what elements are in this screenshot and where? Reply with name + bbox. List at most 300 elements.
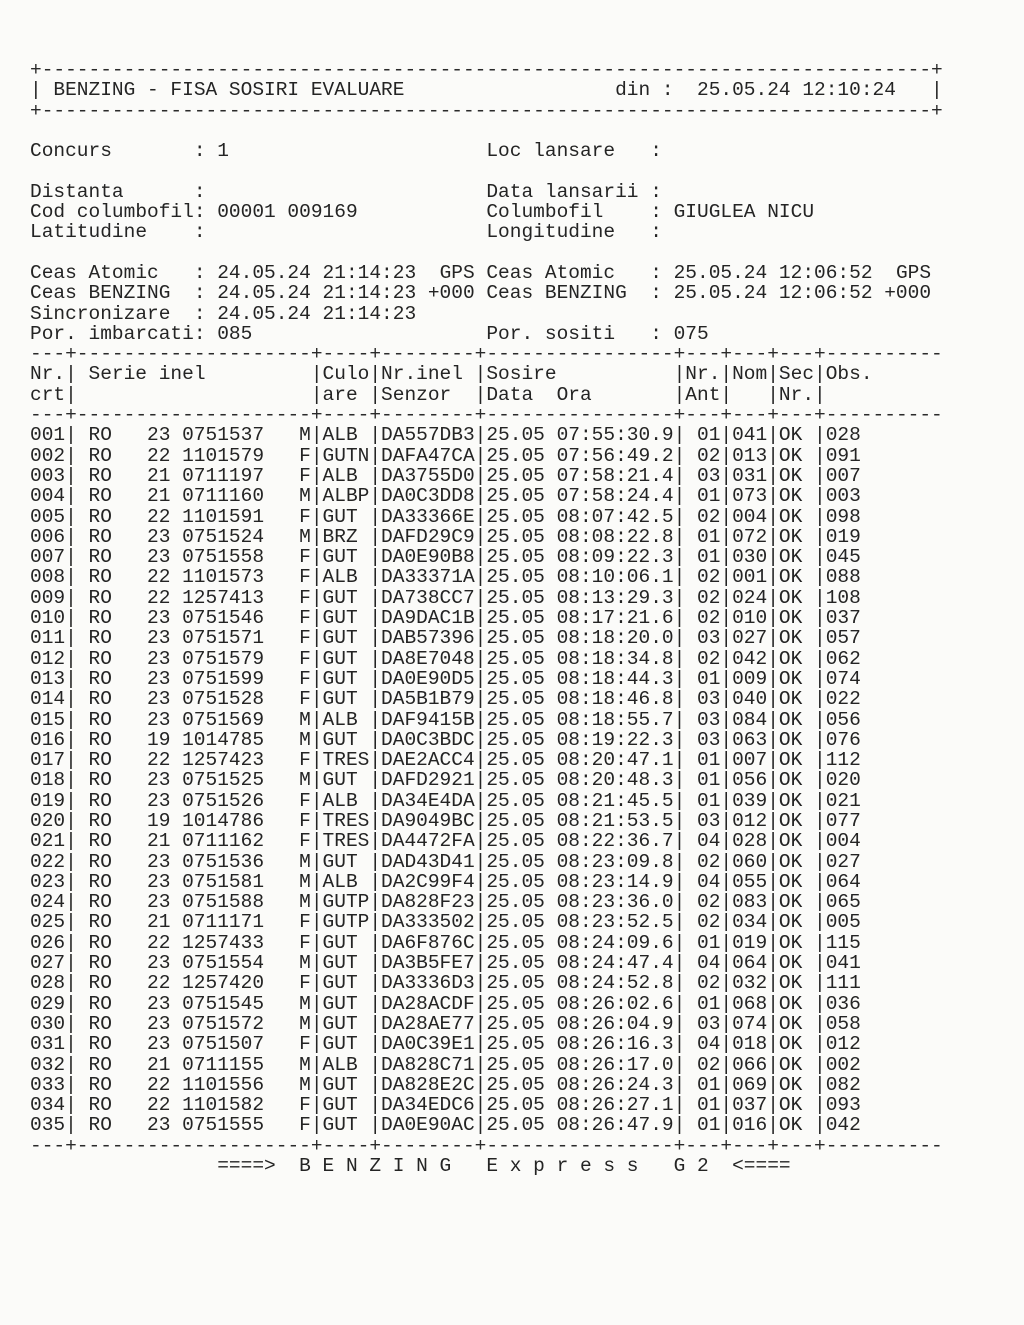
cell-arrival-time: 08:26:24.3 — [556, 1073, 674, 1096]
cell-sex: F — [299, 647, 311, 670]
column-pipe: | — [814, 769, 826, 792]
cell-country: RO — [88, 464, 112, 487]
column-pipe: | — [474, 952, 487, 975]
cell-sec: OK — [778, 1073, 803, 1096]
cell-antenna: 03 — [697, 809, 721, 832]
cell-arrival-date: 25.05 — [486, 830, 545, 853]
column-pipe: | — [814, 1094, 826, 1117]
cell-color: GUT — [322, 607, 358, 630]
column-pipe: | — [814, 931, 826, 954]
cell-obs: 028 — [825, 424, 861, 447]
cell-sex: F — [299, 627, 311, 650]
column-pipe: | — [369, 1012, 382, 1035]
col-header-sec: Sec — [778, 363, 815, 386]
cell-year: 23 — [147, 424, 171, 447]
column-pipe: | — [673, 688, 686, 711]
cell-color: TRES — [322, 830, 370, 853]
cell-arrival-date: 25.05 — [486, 789, 545, 812]
column-pipe: | — [369, 688, 382, 711]
column-pipe: | — [767, 363, 779, 386]
blank-line — [30, 243, 970, 263]
cell-color: ALB — [322, 1053, 358, 1076]
cell-color: GUT — [322, 952, 358, 975]
cell-sensor: DA3336D3 — [381, 972, 475, 995]
column-pipe: | — [673, 464, 686, 487]
cell-ring: 0751558 — [182, 546, 265, 569]
cell-sex: F — [299, 931, 311, 954]
cell-ring: 1257413 — [182, 586, 265, 609]
column-pipe: | — [310, 424, 323, 447]
table-row — [30, 649, 970, 669]
cell-sec: OK — [778, 809, 803, 832]
cell-ring: 0751555 — [182, 1114, 265, 1137]
cell-ring: 0751536 — [182, 850, 265, 873]
cell-arrival-date: 25.05 — [486, 485, 545, 508]
column-pipe: | — [310, 1073, 323, 1096]
column-pipe: | — [673, 1012, 686, 1035]
border-line: +----------------------------------------------------------------------------+ — [30, 99, 943, 122]
cell-arrival-date: 25.05 — [486, 972, 545, 995]
cell-obs: 093 — [825, 1094, 861, 1117]
cell-nom: 004 — [732, 505, 768, 528]
table-row — [30, 811, 970, 831]
cell-antenna: 03 — [697, 728, 721, 751]
cell-nr-crt: 023 — [30, 870, 66, 893]
cell-nom: 031 — [732, 464, 768, 487]
cell-sensor: DA2C99F4 — [381, 870, 475, 893]
cell-year: 23 — [147, 667, 171, 690]
cell-nom: 041 — [732, 424, 768, 447]
table-separator-bottom — [30, 1136, 970, 1156]
cell-arrival-time: 08:20:47.1 — [556, 749, 674, 772]
cell-ring: 0751507 — [182, 1033, 265, 1056]
cell-arrival-date: 25.05 — [486, 627, 545, 650]
column-pipe: | — [673, 911, 686, 934]
cell-arrival-date: 25.05 — [486, 1033, 545, 1056]
cell-year: 23 — [147, 952, 171, 975]
cell-obs: 036 — [825, 992, 861, 1015]
column-pipe: | — [369, 1114, 382, 1137]
cell-arrival-time: 08:17:21.6 — [556, 607, 674, 630]
cell-arrival-date: 25.05 — [486, 586, 545, 609]
column-pipe: | — [767, 891, 779, 914]
cell-nom: 068 — [732, 992, 768, 1015]
column-pipe: | — [310, 505, 323, 528]
info-line-ceas-atomic — [30, 263, 970, 283]
distanta-label: Distanta — [30, 180, 124, 203]
cell-color: ALB — [322, 870, 358, 893]
column-pipe: | — [720, 708, 733, 731]
col-header-culoare: Culo — [322, 363, 370, 386]
column-pipe: | — [310, 1094, 323, 1117]
ceas-atomic-left-value: 24.05.24 21:14:23 — [217, 261, 417, 284]
table-row — [30, 730, 970, 750]
column-pipe: | — [814, 647, 826, 670]
cell-nom: 018 — [732, 1033, 768, 1056]
column-pipe: | — [369, 1094, 382, 1117]
column-pipe: | — [814, 667, 826, 690]
column-pipe: | — [474, 992, 487, 1015]
column-pipe: | — [673, 1114, 686, 1137]
cell-antenna: 04 — [697, 830, 721, 853]
cell-arrival-time: 08:23:14.9 — [556, 870, 674, 893]
cell-sec: OK — [778, 566, 803, 589]
cell-year: 22 — [147, 444, 171, 467]
column-pipe: | — [720, 525, 733, 548]
column-pipe: | — [767, 708, 779, 731]
cell-sensor: DA828E2C — [381, 1073, 475, 1096]
cell-nr-crt: 026 — [30, 931, 66, 954]
cell-ring: 1014785 — [182, 728, 265, 751]
table-row — [30, 994, 970, 1014]
column-pipe: | — [720, 566, 733, 589]
column-pipe: | — [474, 1012, 487, 1035]
column-pipe: | — [673, 789, 686, 812]
latitudine-label: Latitudine — [30, 221, 148, 244]
cell-obs: 088 — [825, 566, 861, 589]
cell-sensor: DA8E7048 — [381, 647, 475, 670]
cell-sec: OK — [778, 586, 803, 609]
column-pipe: | — [474, 464, 487, 487]
offset-tag: +000 — [427, 282, 475, 305]
cell-sex: F — [299, 911, 311, 934]
cell-nom: 069 — [732, 1073, 768, 1096]
cell-sex: F — [299, 972, 311, 995]
concurs-label: Concurs — [30, 140, 112, 163]
cell-arrival-date: 25.05 — [486, 688, 545, 711]
benzing-arrival-report — [30, 60, 970, 1176]
cell-sec: OK — [778, 627, 803, 650]
cell-sensor: DA0E90AC — [381, 1114, 475, 1137]
column-pipe: | — [310, 830, 323, 853]
cell-sensor: DA557DB3 — [381, 424, 475, 447]
cod-columbofil-label: Cod columbofil — [30, 201, 194, 224]
cell-obs: 112 — [825, 749, 861, 772]
column-pipe: | — [65, 870, 77, 893]
column-pipe: | — [673, 749, 686, 772]
column-pipe: | — [65, 952, 77, 975]
cell-year: 23 — [147, 870, 171, 893]
column-pipe: | — [814, 464, 826, 487]
cell-ring: 0751572 — [182, 1012, 265, 1035]
table-body — [30, 425, 970, 1135]
cell-obs: 057 — [825, 627, 861, 650]
col-header-ant: Ant — [685, 383, 721, 406]
info-line-concurs — [30, 141, 970, 161]
table-header-row-1 — [30, 364, 970, 384]
concurs-value: 1 — [217, 140, 229, 163]
column-pipe: | — [814, 708, 826, 731]
column-pipe: | — [767, 830, 779, 853]
column-pipe: | — [474, 769, 487, 792]
cell-color: GUT — [322, 647, 358, 670]
column-pipe: | — [814, 1012, 826, 1035]
cell-sensor: DA828F23 — [381, 891, 475, 914]
cell-nom: 073 — [732, 485, 768, 508]
cell-year: 23 — [147, 850, 171, 873]
cell-nr-crt: 017 — [30, 749, 66, 772]
report-title: BENZING - FISA SOSIRI EVALUARE — [53, 79, 405, 102]
info-line-porumbei — [30, 324, 970, 344]
cell-obs: 098 — [825, 505, 861, 528]
cell-color: GUT — [322, 1073, 358, 1096]
column-pipe: | — [814, 627, 826, 650]
cell-arrival-time: 08:18:44.3 — [556, 667, 674, 690]
cell-nom: 032 — [732, 972, 768, 995]
cell-nr-crt: 015 — [30, 708, 66, 731]
colon: : — [193, 261, 206, 284]
column-pipe: | — [369, 444, 382, 467]
cell-sec: OK — [778, 667, 803, 690]
cell-nom: 012 — [732, 809, 768, 832]
cell-year: 23 — [147, 769, 171, 792]
cell-sex: F — [299, 464, 311, 487]
column-pipe: | — [720, 607, 733, 630]
cell-obs: 019 — [825, 525, 861, 548]
cell-arrival-time: 08:18:20.0 — [556, 627, 674, 650]
table-row — [30, 1115, 970, 1135]
cell-antenna: 01 — [697, 1094, 721, 1117]
cell-sensor: DA6F876C — [381, 931, 475, 954]
table-row — [30, 446, 970, 466]
column-pipe: | — [474, 383, 487, 406]
cell-antenna: 02 — [697, 647, 721, 670]
column-pipe: | — [474, 830, 487, 853]
cell-color: GUT — [322, 688, 358, 711]
cell-year: 22 — [147, 931, 171, 954]
column-pipe: | — [673, 992, 686, 1015]
column-pipe: | — [474, 931, 487, 954]
cell-obs: 115 — [825, 931, 861, 954]
column-pipe: | — [65, 1114, 77, 1137]
column-pipe: | — [474, 424, 487, 447]
column-pipe: | — [310, 728, 323, 751]
cell-obs: 076 — [825, 728, 861, 751]
cell-nom: 055 — [732, 870, 768, 893]
cell-color: ALB — [322, 566, 358, 589]
printed-datetime: 25.05.24 12:10:24 — [697, 79, 896, 102]
cell-sec: OK — [778, 830, 803, 853]
column-pipe: | — [767, 850, 779, 873]
column-pipe: | — [720, 444, 733, 467]
cell-sec: OK — [778, 1012, 803, 1035]
data-lansarii-label: Data lansarii — [486, 180, 639, 203]
column-pipe: | — [474, 809, 487, 832]
colon: : — [650, 221, 662, 244]
table-row — [30, 750, 970, 770]
column-pipe: | — [65, 607, 77, 630]
cell-sec: OK — [778, 850, 803, 873]
column-pipe: | — [65, 809, 77, 832]
cell-nr-crt: 022 — [30, 850, 66, 873]
cell-sex: M — [299, 485, 311, 508]
column-pipe: | — [767, 688, 779, 711]
cell-ring: 0751546 — [182, 607, 265, 630]
cell-country: RO — [88, 870, 112, 893]
column-pipe: | — [310, 809, 323, 832]
column-pipe: | — [814, 972, 826, 995]
column-pipe: | — [720, 586, 733, 609]
cell-sec: OK — [778, 708, 803, 731]
column-pipe: | — [673, 444, 686, 467]
table-row — [30, 669, 970, 689]
cell-sex: F — [299, 667, 311, 690]
table-row — [30, 486, 970, 506]
cell-nr-crt: 001 — [30, 424, 66, 447]
cell-ring: 1101573 — [182, 566, 265, 589]
ceas-atomic-right-value: 25.05.24 12:06:52 — [673, 261, 873, 284]
cell-nom: 009 — [732, 667, 768, 690]
table-row — [30, 527, 970, 547]
column-pipe: | — [720, 505, 733, 528]
column-pipe: | — [369, 667, 382, 690]
column-pipe: | — [310, 647, 323, 670]
column-pipe: | — [720, 688, 733, 711]
cell-arrival-date: 25.05 — [486, 505, 545, 528]
cell-color: GUTN — [322, 444, 370, 467]
cell-antenna: 01 — [697, 769, 721, 792]
cell-antenna: 02 — [697, 444, 721, 467]
cell-country: RO — [88, 667, 112, 690]
cell-antenna: 02 — [697, 505, 721, 528]
cell-country: RO — [88, 769, 112, 792]
cell-antenna: 03 — [697, 708, 721, 731]
column-pipe: | — [369, 708, 382, 731]
cell-ring: 1257433 — [182, 931, 265, 954]
column-pipe: | — [767, 972, 779, 995]
cell-obs: 004 — [825, 830, 861, 853]
cell-year: 23 — [147, 688, 171, 711]
colon: : — [650, 261, 662, 284]
cell-sensor: DAF9415B — [381, 708, 475, 731]
cell-arrival-time: 08:20:48.3 — [556, 769, 674, 792]
cell-arrival-time: 08:26:16.3 — [556, 1033, 674, 1056]
column-pipe: | — [310, 607, 323, 630]
cell-year: 23 — [147, 1012, 171, 1035]
cell-sec: OK — [778, 931, 803, 954]
column-pipe: | — [65, 931, 77, 954]
table-row — [30, 831, 970, 851]
col-header-nr-ant: Nr. — [685, 363, 721, 386]
cell-color: GUT — [322, 972, 358, 995]
cell-color: GUT — [322, 769, 358, 792]
column-pipe: | — [720, 870, 733, 893]
cell-antenna: 01 — [697, 424, 721, 447]
gps-tag: GPS — [439, 261, 475, 284]
column-pipe: | — [720, 667, 733, 690]
cell-nr-crt: 024 — [30, 891, 66, 914]
column-pipe: | — [369, 809, 382, 832]
cell-arrival-time: 08:18:55.7 — [556, 708, 674, 731]
cell-sec: OK — [778, 485, 803, 508]
cell-arrival-time: 08:19:22.3 — [556, 728, 674, 751]
cell-nr-crt: 029 — [30, 992, 66, 1015]
column-pipe: | — [474, 525, 487, 548]
info-line-sincronizare — [30, 304, 970, 324]
column-pipe: | — [814, 383, 826, 406]
column-pipe: | — [673, 708, 686, 731]
column-pipe: | — [310, 911, 323, 934]
column-pipe: | — [65, 891, 77, 914]
column-pipe: | — [720, 1114, 733, 1137]
column-pipe: | — [767, 383, 779, 406]
cell-country: RO — [88, 992, 112, 1015]
column-pipe: | — [310, 850, 323, 873]
header-box-title-line — [30, 80, 970, 100]
column-pipe: | — [369, 952, 382, 975]
cell-year: 22 — [147, 566, 171, 589]
column-pipe: | — [767, 525, 779, 548]
cell-ring: 0711155 — [182, 1053, 265, 1076]
column-pipe: | — [673, 1073, 686, 1096]
cell-sensor: DA34E4DA — [381, 789, 475, 812]
cell-ring: 0751545 — [182, 992, 265, 1015]
column-pipe: | — [814, 992, 826, 1015]
table-row — [30, 1075, 970, 1095]
blank-line — [30, 121, 970, 141]
column-pipe: | — [720, 1012, 733, 1035]
cell-arrival-date: 25.05 — [486, 444, 545, 467]
offset-tag: +000 — [884, 282, 932, 305]
cell-arrival-date: 25.05 — [486, 931, 545, 954]
cell-nr-crt: 019 — [30, 789, 66, 812]
column-pipe: | — [65, 728, 77, 751]
cell-sex: F — [299, 505, 311, 528]
cell-obs: 042 — [825, 1114, 861, 1137]
cell-obs: 037 — [825, 607, 861, 630]
cell-arrival-date: 25.05 — [486, 424, 545, 447]
column-pipe: | — [814, 728, 826, 751]
cell-nom: 060 — [732, 850, 768, 873]
column-pipe: | — [474, 627, 487, 650]
cell-nr-crt: 033 — [30, 1073, 66, 1096]
column-pipe: | — [814, 870, 826, 893]
cell-sensor: DAFD2921 — [381, 769, 475, 792]
cell-ring: 0751571 — [182, 627, 265, 650]
column-pipe: | — [474, 647, 487, 670]
column-pipe: | — [720, 830, 733, 853]
cell-arrival-date: 25.05 — [486, 850, 545, 873]
cell-sensor: DA4472FA — [381, 830, 475, 853]
cell-antenna: 03 — [697, 688, 721, 711]
col-header-sec-nr: Nr. — [778, 383, 815, 406]
cell-color: ALB — [322, 424, 358, 447]
cell-year: 23 — [147, 1033, 171, 1056]
column-pipe: | — [767, 566, 779, 589]
cell-sec: OK — [778, 789, 803, 812]
cell-year: 23 — [147, 607, 171, 630]
cell-sex: M — [299, 424, 311, 447]
gps-tag: GPS — [895, 261, 932, 284]
cell-country: RO — [88, 891, 112, 914]
column-pipe: | — [767, 1053, 779, 1076]
cell-sex: F — [299, 444, 311, 467]
info-line-columbofil — [30, 202, 970, 222]
cell-arrival-date: 25.05 — [486, 667, 545, 690]
cell-nom: 064 — [732, 952, 768, 975]
column-pipe: | — [720, 647, 733, 670]
column-pipe: | — [814, 891, 826, 914]
ceas-benzing-left-label: Ceas BENZING — [30, 282, 171, 305]
cell-nr-crt: 016 — [30, 728, 66, 751]
cell-nr-crt: 002 — [30, 444, 66, 467]
box-pipe-right: | — [931, 79, 943, 102]
cell-obs: 022 — [825, 688, 861, 711]
cell-arrival-time: 08:08:22.8 — [556, 525, 674, 548]
cell-nr-crt: 003 — [30, 464, 66, 487]
column-pipe: | — [65, 972, 77, 995]
cell-nom: 028 — [732, 830, 768, 853]
